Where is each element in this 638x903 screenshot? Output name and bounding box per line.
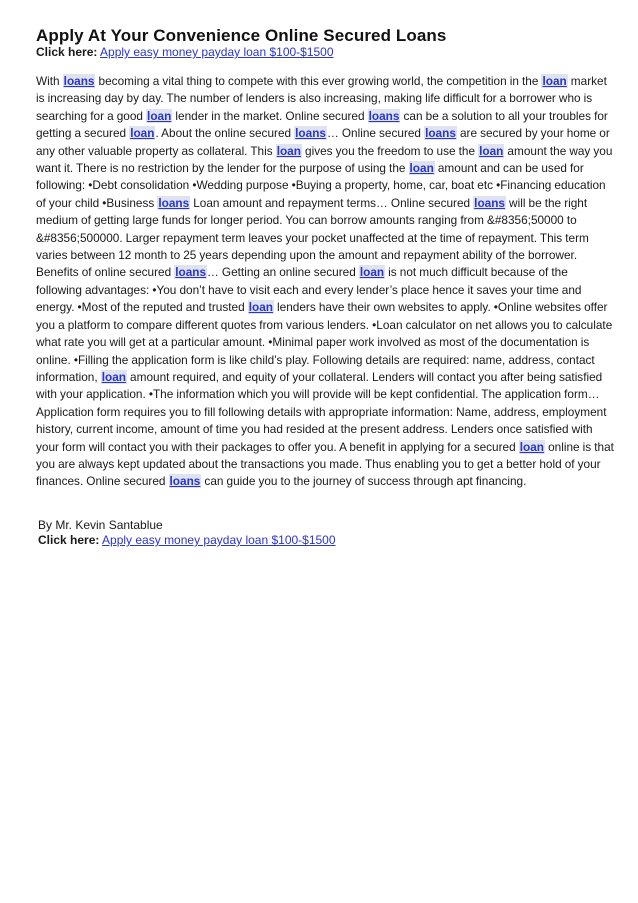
- body-text-segment: online is that you are always kept updated about the transactions you made. Thus enabling you to get a better hold of your finances. Online secured: [36, 439, 614, 489]
- keyword-link-loan[interactable]: loan: [276, 143, 301, 158]
- body-text-segment: . About the online secured: [155, 126, 295, 141]
- keyword-link-loan[interactable]: loan: [101, 369, 126, 384]
- body-text-segment: is not much difficult because of the following advantages: •You don’t have to visit each and every lender’s place hence it saves your time and energy. •Most of the reputed and trusted: [36, 265, 582, 315]
- body-text-segment: amount the way you want it. There is no restriction by the lender for the purpose of using the: [36, 143, 613, 176]
- body-text-segment: lenders have their own websites to apply. •Online websites offer you a platform to compare different quotes from various lenders. •Loan calculator on net allows you to calculate what rate you will get at a particular amount. •Minimal paper work involved as most of the documentation is online. •Filling the application form is like child’s play. Following details are required: name, address, contact information,: [36, 300, 613, 384]
- payday-loan-link-top[interactable]: Apply easy money payday loan $100-$1500: [100, 45, 334, 59]
- keyword-link-loans[interactable]: loans: [63, 74, 95, 88]
- keyword-link-loan[interactable]: loan: [359, 265, 385, 280]
- page-title: Apply At Your Convenience Online Secured Loans: [36, 26, 447, 45]
- body-text-segment: amount and can be used for following: •Debt consolidation •Wedding purpose •Buying a property, home, car, boat etc •Financing education of your child •Business: [36, 161, 606, 210]
- article-body: [36, 73, 614, 491]
- payday-loan-link-bottom[interactable]: Apply easy money payday loan $100-$1500: [102, 533, 336, 547]
- body-text-segment: will be the right medium of getting large funds for longer period. You can borrow amounts ranging from &#8356;50000 to &#8356;500000. Larger repayment term leaves your pocket unaffected at the time of repayment. This term varies between 12 month to 25 years depending upon the amount and repayment ability of the borrower. Benefits of online secured: [36, 195, 589, 280]
- body-text-segment: … Getting an online secured: [207, 265, 359, 280]
- click-here-label: Click here:: [36, 45, 98, 59]
- body-text-segment: amount required, and equity of your collateral. Lenders will contact you after being satisfied with your application. •The information which you will provide will be kept confidential. The application form… Application form requires you to fill following details with appropriate information: Name, address, employment history, current income, amount of time you had resided at the present address. Lenders once satisfied with your form will contact you with their packages to offer you. A benefit in applying for a secured: [36, 369, 607, 454]
- click-here-label: Click here:: [38, 533, 100, 547]
- body-text-segment: can guide you to the journey of success through apt financing.: [201, 474, 527, 489]
- body-text-segment: lender in the market. Online secured: [172, 108, 368, 123]
- keyword-link-loan[interactable]: loan: [479, 143, 504, 158]
- keyword-link-loan[interactable]: loan: [248, 300, 273, 315]
- keyword-link-loan[interactable]: loan: [409, 161, 434, 176]
- body-text-segment: becoming a vital thing to compete with this ever growing world, the competition in the: [95, 74, 542, 88]
- keyword-link-loan[interactable]: loan: [147, 108, 172, 123]
- body-text-segment: can be a solution to all your troubles for getting a secured: [36, 108, 608, 141]
- author-byline: By Mr. Kevin Santablue: [38, 518, 163, 532]
- click-here-line-bottom: [38, 532, 336, 548]
- body-text-segment: market is increasing day by day. The number of lenders is also increasing, making life difficult for a borrower who is searching for a good: [36, 74, 607, 123]
- keyword-link-loans[interactable]: loans: [158, 195, 190, 210]
- body-text-segment: gives you the freedom to use the: [301, 143, 479, 158]
- keyword-link-loans[interactable]: loans: [175, 265, 207, 280]
- keyword-link-loan[interactable]: loan: [519, 439, 545, 454]
- keyword-link-loans[interactable]: loans: [169, 474, 201, 489]
- body-text-segment: With: [36, 74, 63, 88]
- body-text-segment: Loan amount and repayment terms… Online secured: [190, 195, 474, 210]
- body-text-segment: are secured by your home or any other valuable property as collateral. This: [36, 126, 610, 158]
- keyword-link-loans[interactable]: loans: [295, 126, 326, 141]
- click-here-line-top: [36, 44, 334, 60]
- keyword-link-loan[interactable]: loan: [542, 74, 567, 88]
- keyword-link-loans[interactable]: loans: [425, 126, 456, 141]
- keyword-link-loans[interactable]: loans: [474, 195, 505, 210]
- body-text-segment: … Online secured: [326, 126, 425, 141]
- keyword-link-loans[interactable]: loans: [368, 108, 400, 123]
- keyword-link-loan[interactable]: loan: [130, 126, 155, 141]
